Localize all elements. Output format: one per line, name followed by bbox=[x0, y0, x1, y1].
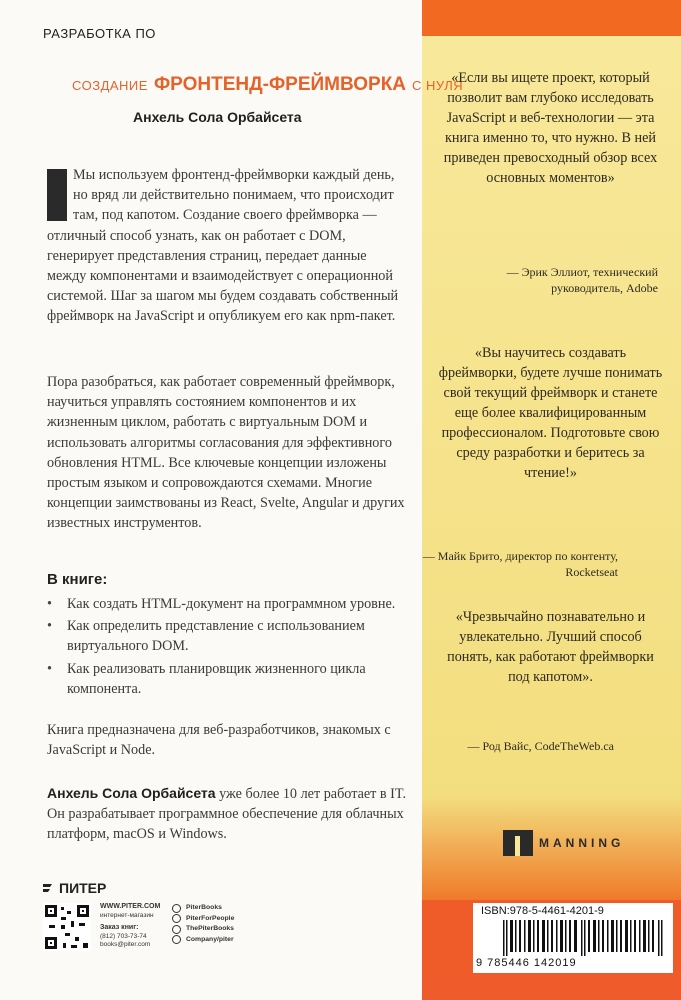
intro-text: Мы используем фронтенд-фреймворки каждый день, но вряд ли действительно понимаем, что происходит там, под капотом. Создание своего фреймворка — отличный способ узнать, как он работает с DOM, генерирует представления страниц, передает данные между компонентами и взаимодействует с операционной системой. Шаг за шагом мы будем создавать собственный фреймворк на JavaScript и опубликуем его как npm-пакет. bbox=[47, 167, 399, 325]
title-main: ФРОНТЕНД-ФРЕЙМВОРКА bbox=[153, 74, 407, 95]
list-item: • Как реализовать планировщик жизненного цикла компонента. bbox=[47, 659, 407, 699]
list-item: • Как определить представление с использованием виртуального DOM. bbox=[47, 616, 407, 656]
about-author-text: уже более 10 лет работает в IT. Он разрабатывает программное обеспечение для облачных платформ, macOS и Windows. bbox=[47, 786, 407, 843]
barcode-icon bbox=[503, 920, 667, 956]
order-email[interactable]: books@piter.com bbox=[100, 941, 151, 948]
store-site-sub: интернет-магазин bbox=[100, 911, 154, 919]
audience-paragraph: Книга предназначена для веб-разработчиков, знакомых с JavaScript и Node. bbox=[47, 722, 391, 759]
about-author-name: Анхель Сола Орбайсета bbox=[47, 785, 216, 801]
manning-mark-icon bbox=[503, 830, 533, 856]
in-book-heading: В книге: bbox=[47, 571, 108, 588]
intro-paragraph bbox=[47, 165, 409, 327]
drop-cap-block bbox=[47, 169, 67, 221]
quote-2-attribution: — Майк Брито, директор по контенту, Rocketseat bbox=[422, 549, 618, 579]
store-contacts bbox=[100, 903, 160, 950]
manning-wordmark: MANNING bbox=[539, 836, 625, 850]
quote-1: «Если вы ищете проект, который позволит вам глубоко исследовать JavaScript и веб-технологии — эта книга именно то, что нужно. В ней приведен превосходный обзор всех основных моментов» bbox=[443, 70, 658, 186]
quote-3: «Чрезвычайно познавательно и увлекательно. Лучший способ понять, как работают фреймворки под капотом». bbox=[447, 609, 654, 685]
social-link[interactable]: ThePiterBooks bbox=[186, 925, 234, 932]
barcode-number: 9 785446 142019 bbox=[476, 957, 577, 969]
quote-2: «Вы научитесь создавать фреймворки, будете лучше понимать свой текущий фреймворк и станете еще более квалифицированным профессионалом. Подготовьте свою среду разработки и беритесь за чтение!» bbox=[438, 345, 663, 481]
piter-logo bbox=[43, 880, 106, 896]
piter-mark-icon bbox=[43, 882, 57, 894]
quote-3-attribution: — Род Вайс, CodeTheWeb.ca bbox=[467, 739, 614, 753]
second-paragraph: Пора разобраться, как работает современный фреймворк, научиться управлять состоянием компонентов и их жизненным циклом, работать с виртуальным DOM и использовать алгоритмы согласования для эффективного обновления HTML. Все ключевые концепции изложены простым языком и сопровождаются схемами. Многие концепции заимствованы из React, Svelte, Angular и других известных инструментов. bbox=[47, 374, 405, 532]
piter-wordmark: ПИТЕР bbox=[59, 880, 107, 896]
store-site[interactable]: WWW.PITER.COM bbox=[100, 903, 161, 910]
vk-icon bbox=[172, 904, 181, 913]
social-link[interactable]: PiterBooks bbox=[186, 904, 222, 911]
telegram-icon bbox=[172, 914, 181, 923]
social-link[interactable]: Company/piter bbox=[186, 935, 234, 943]
title-prefix: СОЗДАНИЕ bbox=[72, 78, 148, 93]
book-title bbox=[72, 74, 464, 96]
order-label: Заказ книг: bbox=[100, 924, 139, 931]
habr-icon bbox=[172, 935, 181, 944]
isbn-text: ISBN:978-5-4461-4201-9 bbox=[481, 905, 604, 917]
qr-code bbox=[43, 903, 91, 951]
title-suffix: С НУЛЯ bbox=[412, 78, 464, 93]
about-author bbox=[47, 783, 407, 845]
feature-list bbox=[47, 594, 407, 701]
list-item: • Как создать HTML-документ на программном уровне. bbox=[47, 594, 407, 614]
youtube-icon bbox=[172, 925, 181, 934]
social-links bbox=[172, 903, 234, 945]
manning-logo bbox=[503, 830, 624, 856]
author-name: Анхель Сола Орбайсета bbox=[133, 109, 302, 125]
social-link[interactable]: PiterForPeople bbox=[186, 914, 235, 922]
quote-1-attribution: — Эрик Эллиот, технический руководитель, Adobe bbox=[506, 265, 658, 295]
series-label: РАЗРАБОТКА ПО bbox=[43, 26, 156, 41]
order-phone: (812) 703-73-74 bbox=[100, 932, 147, 940]
